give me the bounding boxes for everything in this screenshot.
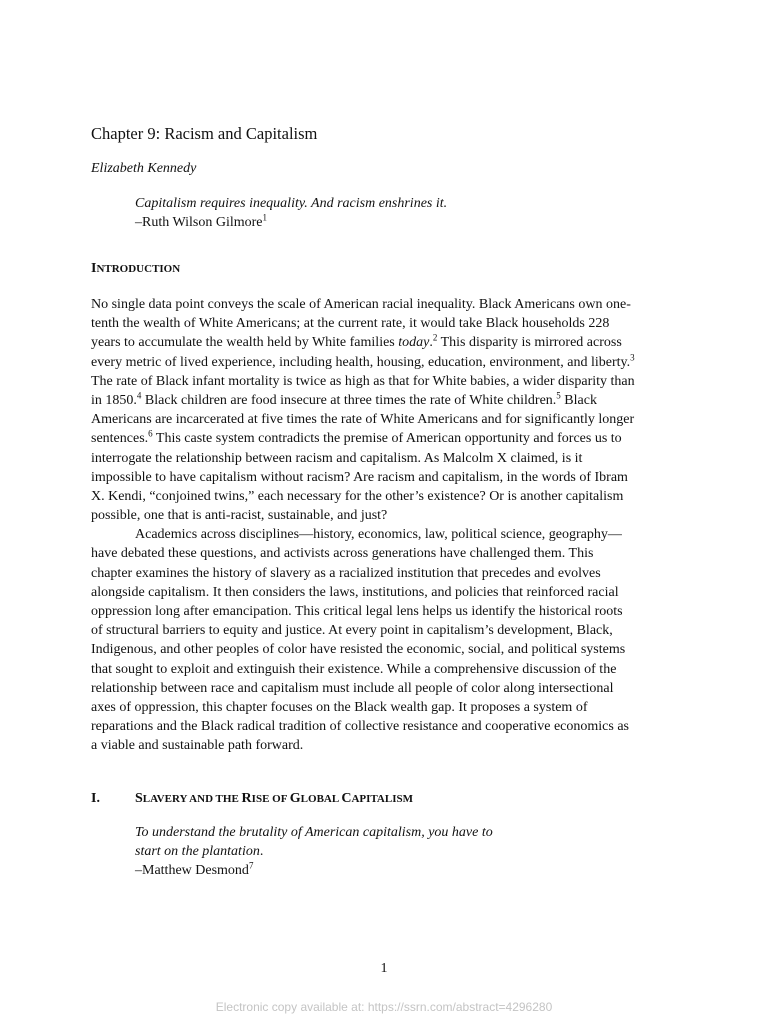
text-line [91,429,677,448]
footnote-marker[interactable]: 3 [630,351,635,362]
text-run: possible, one that is anti-racist, sustainable, and just? [91,508,388,524]
text-run: Americans are incarcerated at five times the rate of White Americans and for significantly longer [91,412,635,428]
text-run: . [429,335,433,351]
text-line [91,449,677,468]
text-run: axes of oppression, this chapter focuses on the Black wealth gap. It proposes a system of [91,699,588,715]
text-line [91,660,677,679]
heading-run: LOBAL [300,793,342,805]
page-number: 1 [380,961,388,976]
text-run: a viable and sustainable path forward. [91,738,304,754]
text-run: tenth the wealth of White Americans; at the current rate, it would take Black households 228 [91,316,610,332]
text-line [91,333,677,352]
text-line [91,468,677,487]
heading-run: R [241,791,252,806]
text-line [91,717,677,736]
text-line [91,506,677,525]
footnote-marker[interactable]: 5 [556,390,561,401]
text-run: alongside capitalism. It then considers the laws, institutions, and policies that reinforced racial [91,584,619,600]
text-line [91,353,677,372]
emphasized-text: today [398,335,430,351]
text-run: years to accumulate the wealth held by White families [91,335,399,351]
epigraph-quote-line1: To understand the brutality of American capitalism, you have to [135,825,493,840]
chapter-title: Chapter 9: Racism and Capitalism [91,124,318,143]
text-run: oppression long after emancipation. This critical legal lens helps us identify the historical roots [91,604,623,619]
text-line [91,564,677,583]
text-run: reparations and the Black radical tradition of collective resistance and cooperative economics as [91,719,629,735]
text-run: chapter examines the history of slavery as a racialized institution that precedes and evolves [91,565,601,581]
section-heading-slavery [135,790,413,808]
text-run: X. Kendi, “conjoined twins,” each necessary for the other’s existence? Or is another capitalism [91,488,624,504]
footnote-marker[interactable]: 7 [248,860,254,871]
introduction-body [91,295,677,756]
text-run: every metric of lived experience, including health, housing, education, environment, and liberty. [91,354,631,370]
text-line [91,410,677,429]
epigraph-gilmore [135,194,447,232]
ssrn-footer: Electronic copy available at: https://ssrn.com/abstract=4296280 [215,1000,553,1014]
text-run: This caste system contradicts the premise of American opportunity and forces us to [152,431,622,447]
epigraph-attribution: –Ruth Wilson Gilmore$^1$ [135,212,268,230]
text-line [91,372,677,391]
text-line [91,525,677,544]
text-run: in 1850. [91,392,137,408]
text-line [91,314,677,333]
footnote-marker[interactable]: 2 [432,332,438,343]
text-run: have debated these questions, and activists across generations have challenged them. This [91,546,594,562]
text-run: interrogate the relationship between racism and capitalism. As Malcolm X claimed, is it [91,450,583,466]
footnote-marker[interactable]: 1 [262,212,268,223]
heading-run: APITALISM [351,793,413,805]
author-name: Elizabeth Kennedy [91,161,197,176]
text-line [91,640,677,659]
text-run: Black children are food insecure at three times the rate of White children. [141,392,557,408]
epigraph-quote-line2: start on the plantation. [135,844,264,859]
text-line [91,698,677,717]
section-number: I. [91,791,100,806]
epigraph-quote: Capitalism requires inequality. And racism enshrines it. [135,196,448,211]
text-run: impossible to have capitalism without racism? Are racism and capitalism, in the words of Ibram [91,469,628,485]
text-run: of structural barriers to equity and justice. At every point in capitalism’s development, Black, [91,623,613,639]
section-heading-introduction: INTRODUCTION [91,261,181,276]
text-line [91,736,677,755]
text-line [91,295,677,314]
text-line [91,487,677,506]
heading-run: S [135,791,143,806]
text-line [91,602,677,621]
text-run: relationship between race and capitalism must include all people of color along intersectional [91,680,614,696]
text-line [91,544,677,563]
heading-run: ISE OF [251,793,290,805]
text-run: No single data point conveys the scale of American racial inequality. Black Americans own one- [91,297,631,312]
footnote-marker[interactable]: 6 [148,428,153,439]
text-run: sentences. [91,431,149,447]
text-run: that sought to exploit and extinguish their existence. While a comprehensive discussion of the [91,661,617,677]
text-line [91,391,677,410]
text-line [91,583,677,602]
heading-run: G [289,791,301,806]
text-line [91,621,677,640]
text-run: Academics across disciplines—history, economics, law, political science, geography— [135,527,622,543]
heading-run: C [341,791,352,806]
text-run: Indigenous, and other peoples of color have resisted the economic, social, and political systems [91,642,626,658]
epigraph-attribution: –Matthew Desmond$^7$ [135,860,254,878]
text-run: Black [560,392,597,408]
heading-run: LAVERY AND THE [142,793,242,805]
footnote-marker[interactable]: 4 [136,390,142,401]
text-run: The rate of Black infant mortality is twice as high as that for White babies, a wider disparity than [91,373,635,389]
text-line [91,679,677,698]
text-run: This disparity is mirrored across [437,335,622,351]
epigraph-desmond [135,823,493,880]
